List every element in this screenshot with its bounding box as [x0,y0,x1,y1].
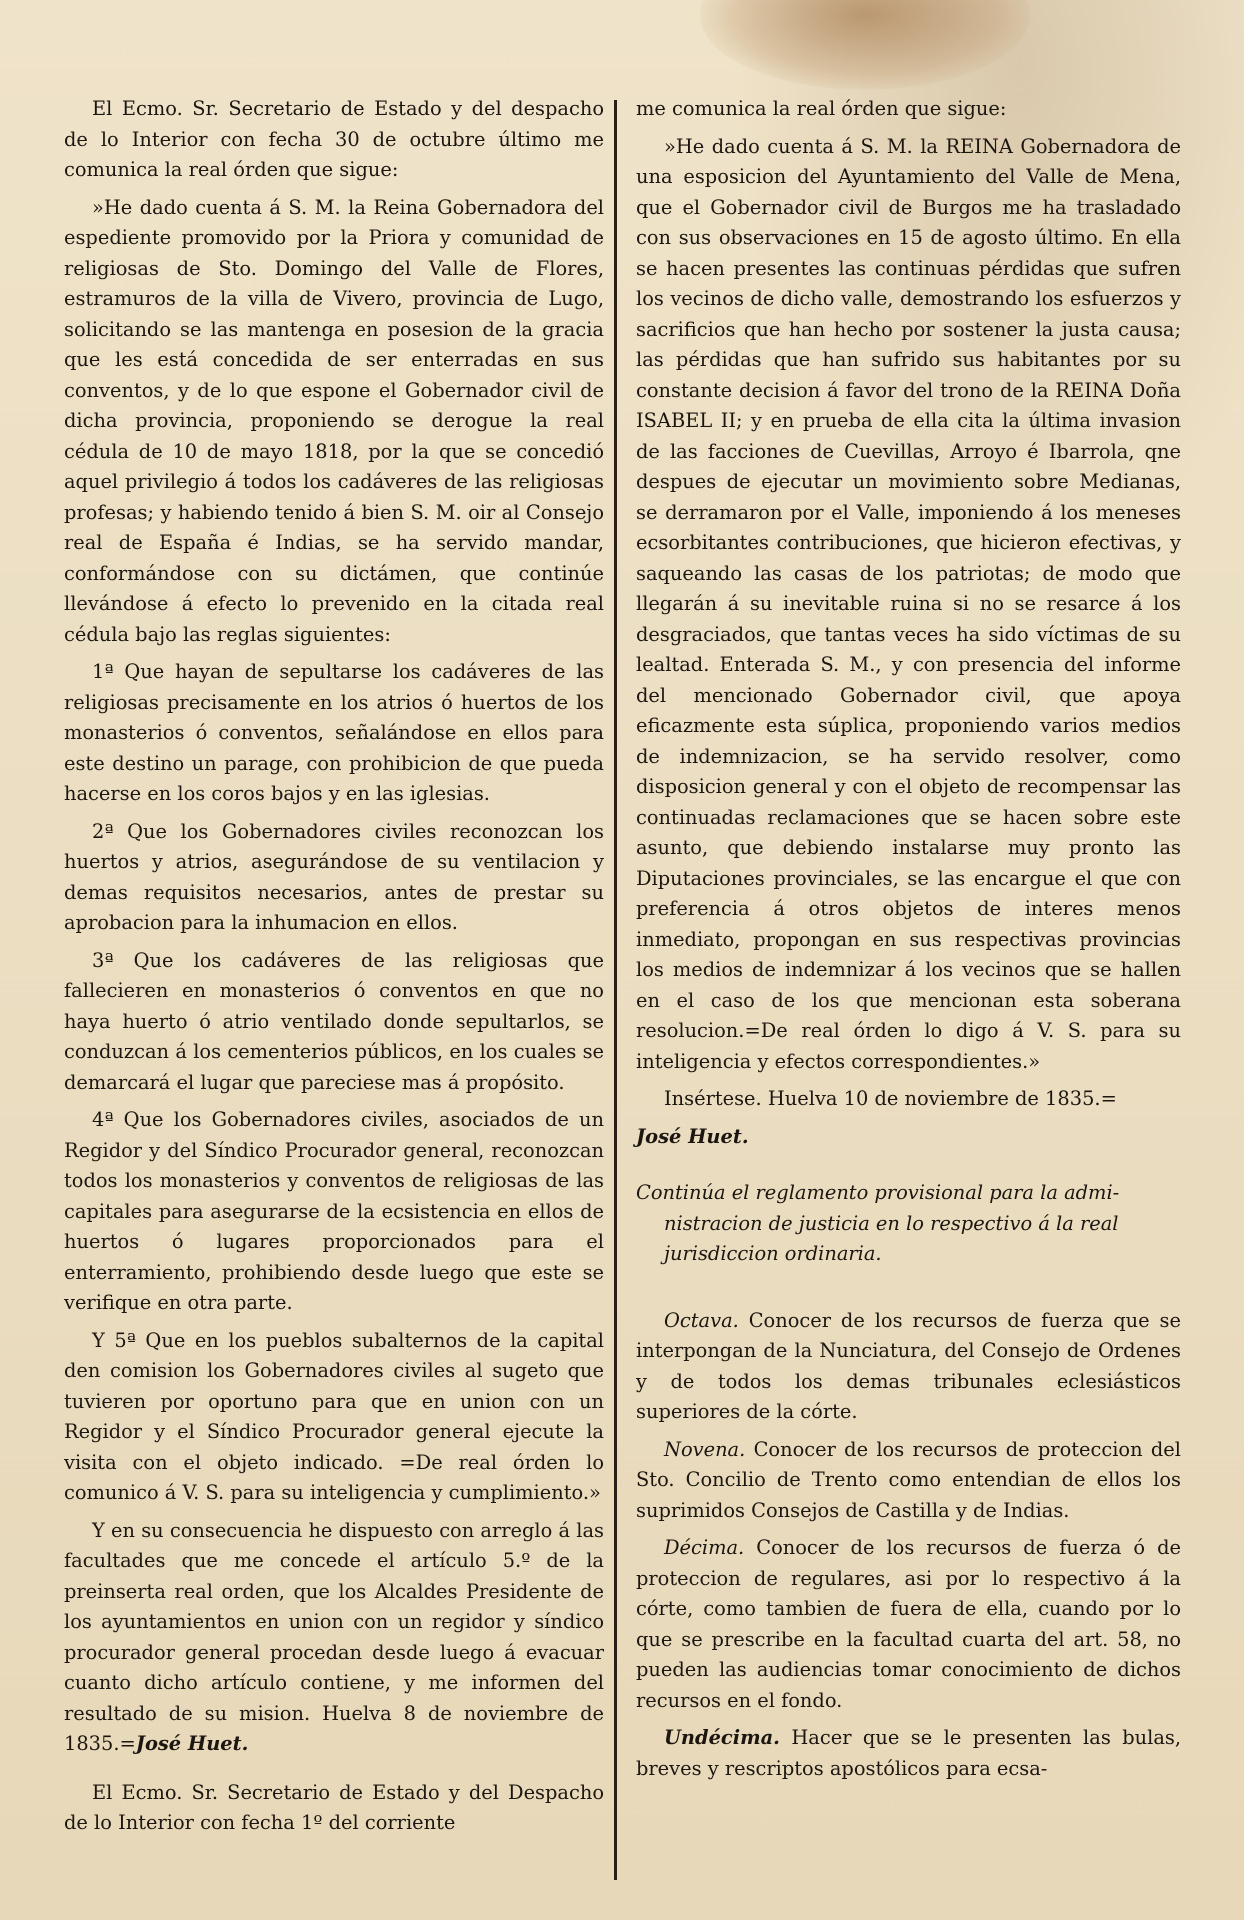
right-paragraph-3: Insértese. Huelva 10 de noviembre de 1835.= [664,1087,1117,1110]
article-octava [636,1306,1181,1428]
article-undecima-text: Hacer que se le presenten las bulas, breves y rescriptos apostólicos para ecsa- [636,1726,1182,1780]
signature-1: José Huet. [135,1732,249,1755]
signature-2-line [636,1122,1181,1153]
heading-line-3: jurisdiccion ordinaria. [664,1242,882,1265]
left-paragraph-8 [64,1516,604,1760]
left-paragraph-7: Y 5ª Que en los pueblos subalternos de la capital den comision los Gobernadores civiles al sugeto que tuvieren por oportuno para que en union con un Regidor y el Síndico Procurador general ejecute la visita con el objeto indicado. =De real órden lo comunico á V. S. para su inteligencia y cumplimiento.» [64,1328,604,1504]
left-column [64,94,604,1846]
section-heading [636,1178,1181,1270]
article-octava-text: Conocer de los recursos de fuerza que se interpongan de la Nunciatura, del Consejo de Ordenes y de todos los demas tribunales eclesiásticos superiores de la córte. [636,1308,1181,1423]
heading-line-1: Continúa el reglamento provisional para la admi- [636,1181,1120,1204]
article-novena-lead: Novena. [664,1437,746,1461]
left-paragraph-6: 4ª Que los Gobernadores civiles, asociados de un Regidor y del Síndico Procurador general, reconozcan todos los monasterios y conventos de religiosas de las capitales para asegurarse de la ecsistencia en ellos de huertos ó lugares proporcionados para el enterramiento, prohibiendo desde luego que este se verifique en otra parte. [64,1108,604,1314]
right-column [636,94,1181,1791]
left-paragraph-5: 3ª Que los cadáveres de las religiosas que fallecieren en monasterios ó conventos en que no haya huerto ó atrio ventilado donde sepultarlos, se conduzcan á los cementerios públicos, en los cuales se demarcará el lugar que pareciese mas á propósito. [64,948,604,1094]
article-decima [636,1533,1181,1716]
left-paragraph-1: El Ecmo. Sr. Secretario de Estado y del despacho de lo Interior con fecha 30 de octubre último me comunica la real órden que sigue: [64,97,604,181]
left-paragraph-4: 2ª Que los Gobernadores civiles reconozcan los huertos y atrios, asegurándose de su ventilacion y demas requisitos necesarios, antes de prestar su aprobacion para la inhumacion en ellos. [64,819,604,934]
article-octava-lead: Octava. [664,1308,739,1332]
water-stain [700,0,1030,90]
right-paragraph-1: me comunica la real órden que sigue: [636,97,1007,120]
article-novena-text: Conocer de los recursos de proteccion del Sto. Concilio de Trento como entendian de ellos los suprimidos Consejos de Castilla y de Indias. [636,1437,1181,1522]
signature-2: José Huet. [636,1124,749,1148]
left-paragraph-3: 1ª Que hayan de sepultarse los cadáveres de las religiosas precisamente en los atrios ó huertos de los monasterios ó conventos, señalándose en ellos para este destino un parage, con prohibicion de que pueda hacerse en los coros bajos y en las iglesias. [64,660,604,805]
article-novena [636,1435,1181,1527]
heading-line-2: nistracion de justicia en lo respectivo á la real [664,1211,1119,1235]
article-undecima [636,1723,1181,1784]
left-paragraph-8-text: Y en su consecuencia he dispuesto con arreglo á las facultades que me concede el artículo 5.º de la preinserta real orden, que los Alcaldes Presidente de los ayuntamientos en union con un regidor y síndico procurador general procedan desde luego á evacuar cuanto dicho artículo contiene, y me informen del resultado de su mision. Huelva 8 de noviembre de 1835.= [64,1518,604,1755]
right-paragraph-2: »He dado cuenta á S. M. la REINA Gobernadora de una esposicion del Ayuntamiento del Valle de Mena, que el Gobernador civil de Burgos me ha trasladado con sus observaciones en 15 de agosto último. En ella se hacen presentes las continuas pérdidas que sufren los vecinos de dicho valle, demostrando los esfuerzos y sacrificios que han hecho por sostener la justa causa; las pérdidas que han sufrido sus habitantes por su constante decision á favor del trono de la REINA Doña ISABEL II; y en prueba de ella cita la última invasion de las facciones de Cuevillas, Arroyo é Ibarrola, qne despues de ejecutar un movimiento sobre Medianas, se derramaron por el Valle, imponiendo á los meneses ecsorbitantes contribuciones, que hicieron efectivas, y saqueando las casas de los patriotas; de modo que llegarán á su inevitable ruina si no se resarce á los desgraciados, que tantas veces ha sido víctimas de su lealtad. Enterada S. M., y con presencia del informe del mencionado Gobernador civil, que apoya eficazmente esta súplica, proponiendo varios medios de indemnizacion, se ha servido resolver, como disposicion general y con el objeto de recompensar las continuadas reclamaciones que se hacen sobre este asunto, que debiendo instalarse muy pronto las Diputaciones provinciales, se las encargue el que con preferencia á otros objetos de interes menos inmediato, propongan en sus respectivas provincias los medios de indemnizar á los vecinos que se hallen en el caso de los que mencionan esta soberana resolucion.=De real órden lo digo á V. S. para su inteligencia y efectos correspondientes.» [636,134,1181,1073]
column-divider [614,100,617,1880]
article-undecima-lead: Undécima. [664,1726,780,1749]
article-decima-lead: Décima. [664,1536,745,1559]
article-decima-text: Conocer de los recursos de fuerza ó de proteccion de regulares, asi por lo respectivo á la córte, como tambien de fuera de ella, cuando por lo que se prescribe en la facultad cuarta del art. 58, no pueden las audiencias tomar conocimiento de dichos recursos en el fondo. [636,1536,1181,1712]
left-paragraph-9: El Ecmo. Sr. Secretario de Estado y del Despacho de lo Interior con fecha 1º del corriente [64,1780,604,1834]
left-paragraph-2: »He dado cuenta á S. M. la Reina Gobernadora del espediente promovido por la Priora y comunidad de religiosas de Sto. Domingo del Valle de Flores, estramuros de la villa de Vivero, provincia de Lugo, solicitando se las mantenga en posesion de la gracia que les está concedida de ser enterradas en sus conventos, y de lo que espone el Gobernador civil de dicha provincia, proponiendo se derogue la real cédula de 10 de mayo 1818, por la que se concedió aquel privilegio á todos los cadáveres de las religiosas profesas; y habiendo tenido á bien S. M. oir al Consejo real de España é Indias, se ha servido mandar, conformándose con su dictámen, que continúe llevándose á efecto lo prevenido en la citada real cédula bajo las reglas siguientes: [64,195,604,646]
